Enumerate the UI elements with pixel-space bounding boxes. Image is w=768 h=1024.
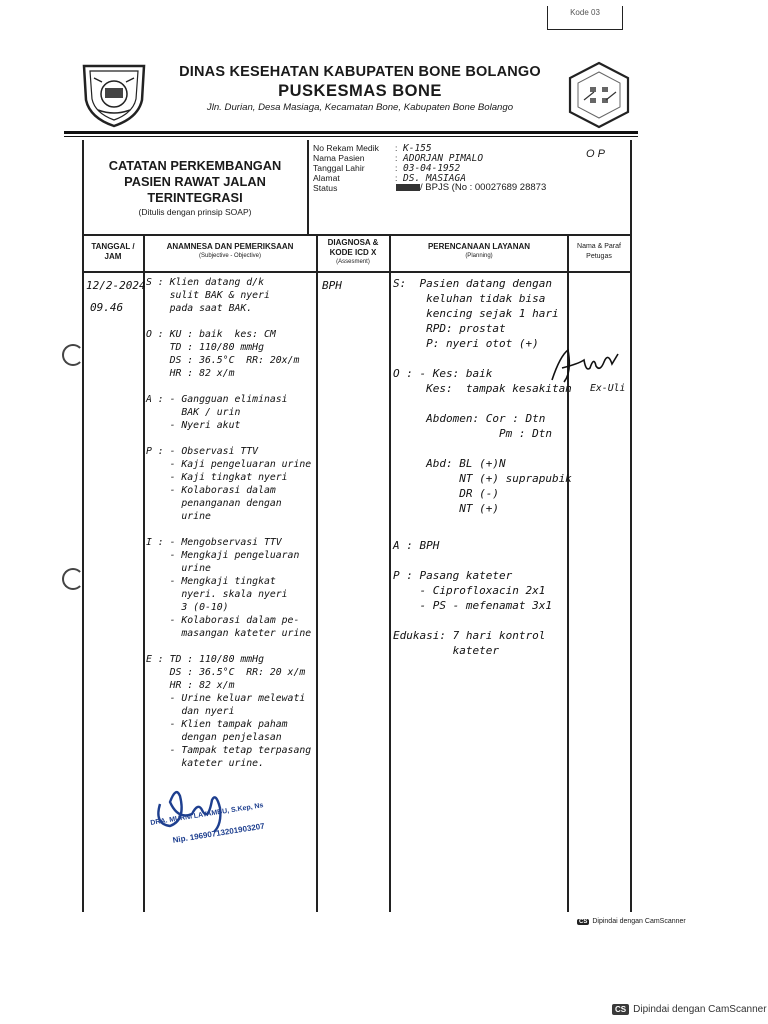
soap-line: - Mengkaji pengeluaran bbox=[146, 550, 300, 561]
soap-line: DS : 36.5°C RR: 20 x/m bbox=[146, 667, 306, 678]
plan-line: NT (+) suprapubik bbox=[393, 472, 572, 485]
agency-title: DINAS KESEHATAN KABUPATEN BONE BOLANGO bbox=[179, 64, 541, 80]
plan-line: Edukasi: 7 hari kontrol bbox=[393, 629, 546, 642]
soap-line: HR : 82 x/m bbox=[146, 680, 235, 691]
plan-line: O : - Kes: baik bbox=[393, 367, 493, 380]
soap-line bbox=[146, 380, 311, 393]
struck-through-umum bbox=[396, 184, 420, 191]
soap-line: DS : 36.5°C RR: 20x/m bbox=[146, 355, 300, 366]
soap-line bbox=[146, 640, 311, 653]
nurse-stamp-name: DRA. MURNI LAYAMBU, S.Kep, Ns bbox=[150, 802, 264, 827]
soap-line: sulit BAK & nyeri bbox=[146, 290, 270, 301]
soap-line bbox=[146, 315, 311, 328]
header-row-top bbox=[82, 234, 632, 236]
scanned-document-page: Kode 03 DINAS KESEHATAN KABUPATEN BONE BOLANGO PUSKESMAS BONE Jln. Durian, Desa Masiaga, Kecamatan Bone, Kabupaten Bone Bolango CATATAN PERKEMBANGAN PASIEN RAWAT JALAN TERINTEGRASI (Ditulis dengan prinsip SOAP) No Rekam Medik : K-155 Nama Pasien : ADORJAN PIMALO Tanggal Lahir : 03-04-1952 Alamat : DS. MASIAGA Status / BPJS (No : 00027689 28873 O P TANGGAL / JAM ANAMNESA DAN PEMERIKSAAN (Subjective - Objective) DIAGNOSA & KODE ICD X (Assesment) PERENCANAAN LAYANAN (Planning) Nama & Paraf Petugas 12/2-2024 09.46 S : Klien datang d/k sulit BAK & nyeri pada saat BAK. O : KU : baik kes: CM TD : 110/80 mmHg DS : 36.5°C RR: 20x/m HR : 82 x/m A : - Gangguan eliminasi BAK / urin - Nyeri akut P : - Observasi TTV - Kaji pengeluaran urine - Kaji tingkat nyeri - Kolaborasi dalam penanganan dengan urine I : - Mengobservasi TTV - Mengkaji pengeluaran urine - Mengkaji tingkat nyeri. skala nyeri 3 (0-10) - Kolaborasi dalam pe- masangan kateter urine E : TD : 110/80 mmHg DS : 36.5°C RR: 20 x/m HR : 82 x/m - Urine keluar melewati dan nyeri - Klien tampak paham dengan penjelasan - Tampak tetap terpasang kateter urine. BPH S: Pasien datang dengan keluhan tidak bisa kencing sejak 1 hari RPD: prostat P: nyeri otot (+) O : - Kes: baik Kes: tampak kesakitan Abdomen: Cor : Dtn Pm : Dtn Abd: BL (+)N NT (+) suprapubik DR (-) NT (+) A : BPH P : Pasang kateter - Ciprofloxacin 2x1 - PS - mefenamat 3x1 Edukasi: 7 hari kontrol kateter Ex-Uli DRA. MURNI LAYAMBU, S.Kep, Ns Nip. 19690713201903207 CS Dipindai dengan CamScanner CS Dipindai dengan CamScanner bbox=[0, 0, 768, 1024]
plan-line: DR (-) bbox=[393, 487, 499, 500]
plan-notes-top bbox=[393, 276, 572, 516]
frame-right bbox=[630, 140, 632, 912]
soap-line: I : - Mengobservasi TTV bbox=[146, 537, 282, 548]
soap-line: - Kolaborasi dalam pe- bbox=[146, 615, 300, 626]
form-note: (Ditulis dengan prinsip SOAP) bbox=[138, 207, 252, 217]
plan-line: A : BPH bbox=[393, 539, 440, 552]
patient-status-value: / BPJS (No : 00027689 28873 bbox=[396, 182, 546, 193]
soap-line: urine bbox=[146, 511, 211, 522]
soap-line: kateter urine. bbox=[146, 758, 264, 769]
binder-hole-bottom bbox=[62, 568, 84, 590]
col-divider-1 bbox=[143, 234, 145, 912]
soap-line: - Klien tampak paham bbox=[146, 719, 288, 730]
clinic-name: PUSKESMAS BONE bbox=[278, 82, 442, 100]
soap-line: P : - Observasi TTV bbox=[146, 446, 259, 457]
soap-line: - Kaji tingkat nyeri bbox=[146, 472, 288, 483]
soap-line: dan nyeri bbox=[146, 706, 235, 717]
soap-line: dengan penjelasan bbox=[146, 732, 282, 743]
soap-line: - Mengkaji tingkat bbox=[146, 576, 276, 587]
nurse-stamp-nip: Nip. 19690713201903207 bbox=[172, 821, 266, 845]
plan-line bbox=[393, 441, 572, 456]
form-title-line: CATATAN PERKEMBANGAN bbox=[108, 158, 282, 173]
soap-line: - Nyeri akut bbox=[146, 420, 241, 431]
soap-line: E : TD : 110/80 mmHg bbox=[146, 654, 264, 665]
col-divider-3 bbox=[389, 234, 391, 912]
plan-line bbox=[393, 396, 572, 411]
plan-line: S: Pasien datang dengan bbox=[393, 277, 552, 290]
entry-date: 12/2-2024 bbox=[86, 279, 146, 292]
document-code-tab: Kode 03 bbox=[547, 6, 623, 30]
bone-bolango-emblem-icon bbox=[78, 60, 150, 128]
plan-line: NT (+) bbox=[393, 502, 499, 515]
form-title bbox=[84, 158, 306, 206]
soap-line: penanganan dengan bbox=[146, 498, 282, 509]
plan-line: - Ciprofloxacin 2x1 bbox=[393, 584, 546, 597]
soap-line: pada saat BAK. bbox=[146, 303, 253, 314]
soap-line: - Tampak tetap terpasang bbox=[146, 745, 312, 756]
form-title-line: PASIEN RAWAT JALAN bbox=[124, 174, 266, 189]
col-header-planning: PERENCANAAN LAYANAN (Planning) bbox=[427, 242, 531, 259]
clinic-address: Jln. Durian, Desa Masiaga, Kecamatan Bone, Kabupaten Bone Bolango bbox=[206, 102, 514, 113]
plan-line: Kes: tampak kesakitan bbox=[393, 382, 572, 395]
header-rule-thin bbox=[64, 136, 638, 137]
soap-line: - Kaji pengeluaran urine bbox=[146, 459, 312, 470]
soap-line bbox=[146, 432, 311, 445]
soap-line: TD : 110/80 mmHg bbox=[146, 342, 264, 353]
camscanner-outer-mark: CS Dipindai dengan CamScanner bbox=[612, 1004, 767, 1015]
doctor-sign-text: Ex-Uli bbox=[590, 383, 626, 394]
soap-line: A : - Gangguan eliminasi bbox=[146, 394, 288, 405]
soap-line: HR : 82 x/m bbox=[146, 368, 235, 379]
soap-line: urine bbox=[146, 563, 211, 574]
plan-line: kencing sejak 1 hari bbox=[393, 307, 559, 320]
plan-line: - PS - mefenamat 3x1 bbox=[393, 599, 552, 612]
col-header-date: TANGGAL / JAM bbox=[91, 242, 135, 261]
col-header-petugas: Nama & Paraf Petugas bbox=[577, 243, 621, 260]
plan-line: keluhan tidak bisa bbox=[393, 292, 546, 305]
plan-notes-bottom bbox=[393, 538, 552, 658]
plan-line: P: nyeri otot (+) bbox=[393, 337, 539, 350]
puskesmas-logo-icon bbox=[566, 60, 632, 130]
plan-line: kateter bbox=[393, 644, 499, 657]
binder-hole-top bbox=[62, 344, 84, 366]
title-box-divider bbox=[307, 140, 309, 234]
camscanner-icon: CS bbox=[579, 918, 588, 925]
soap-line: 3 (0-10) bbox=[146, 602, 229, 613]
plan-line: Pm : Dtn bbox=[393, 427, 552, 440]
plan-line: Abd: BL (+)N bbox=[393, 457, 506, 470]
soap-line: BAK / urin bbox=[146, 407, 241, 418]
entry-time: 09.46 bbox=[90, 301, 124, 314]
soap-line: masangan kateter urine bbox=[146, 628, 312, 639]
soap-line: O : KU : baik kes: CM bbox=[146, 329, 276, 340]
col-header-diagnosa: DIAGNOSA & KODE ICD X (Assesment) bbox=[327, 238, 379, 265]
soap-line: nyeri. skala nyeri bbox=[146, 589, 288, 600]
header-row-bottom bbox=[82, 271, 632, 273]
op-mark: O P bbox=[586, 148, 605, 160]
form-title-line: TERINTEGRASI bbox=[147, 190, 243, 205]
plan-line: Abdomen: Cor : Dtn bbox=[393, 412, 546, 425]
assessment-diagnosis: BPH bbox=[322, 279, 342, 292]
camscanner-icon: CS bbox=[612, 1004, 629, 1015]
plan-line bbox=[393, 351, 572, 366]
soap-line: - Urine keluar melewati bbox=[146, 693, 306, 704]
header-rule-thick bbox=[64, 131, 638, 134]
plan-line bbox=[393, 553, 552, 568]
soap-line: - Kolaborasi dalam bbox=[146, 485, 276, 496]
plan-line: P : Pasang kateter bbox=[393, 569, 513, 582]
col-header-anamnesa: ANAMNESA DAN PEMERIKSAAN (Subjective - Objective) bbox=[166, 242, 294, 259]
patient-status-label: Status bbox=[313, 183, 338, 193]
soap-line: S : Klien datang d/k bbox=[146, 277, 264, 288]
camscanner-inner-mark: CS Dipindai dengan CamScanner bbox=[579, 918, 686, 925]
col-divider-2 bbox=[316, 234, 318, 912]
plan-line bbox=[393, 613, 552, 628]
plan-line: RPD: prostat bbox=[393, 322, 506, 335]
soap-notes bbox=[146, 276, 311, 770]
soap-line bbox=[146, 523, 311, 536]
